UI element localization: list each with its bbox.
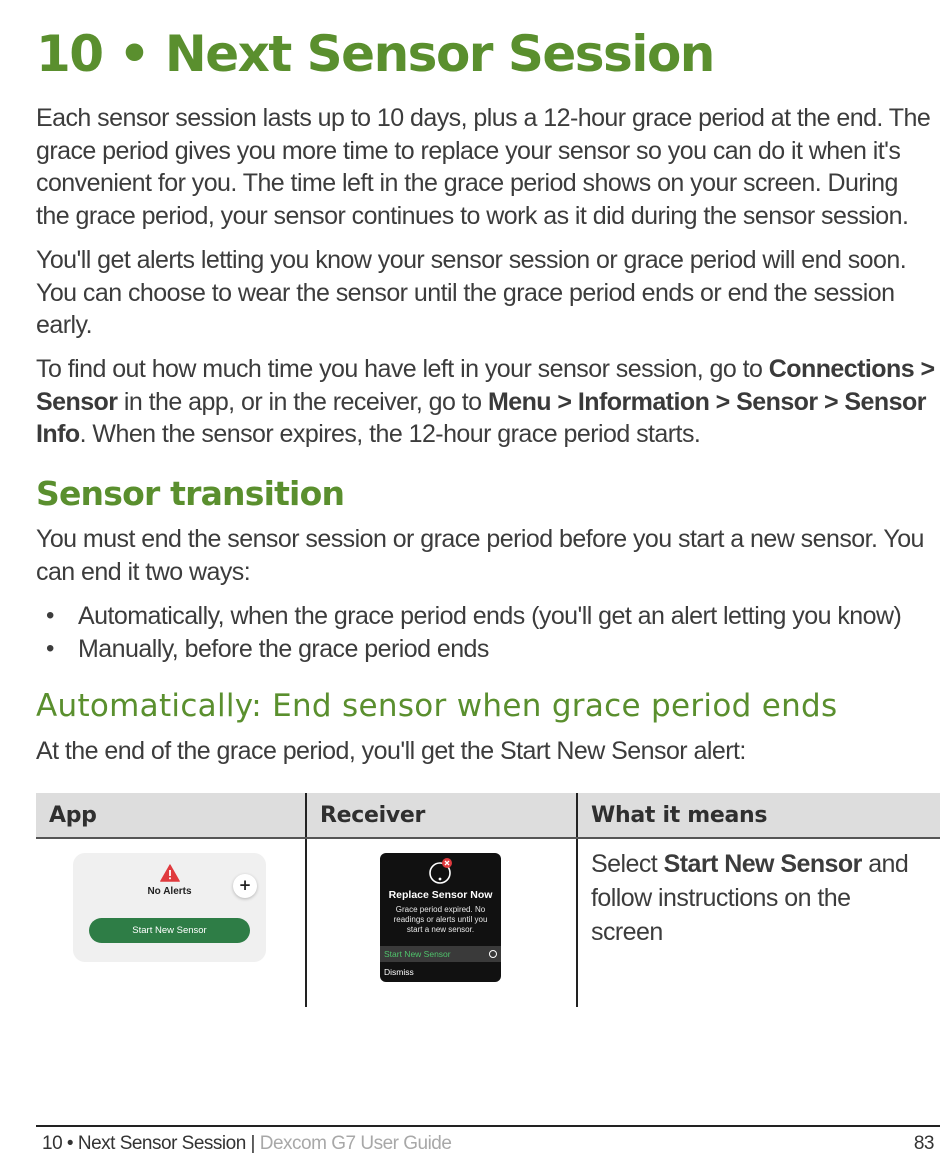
path-connections-sensor: Connections > Sensor (36, 355, 935, 416)
p3-text-a: To find out how much time you have left in your sensor session, go to (36, 355, 769, 383)
section-intro: You must end the sensor session or grace period before you start a new sensor. You can end it two ways: (36, 525, 924, 586)
chapter-title: 10 • Next Sensor Session (36, 25, 714, 83)
receiver-option-dismiss: Dismiss (384, 967, 414, 977)
app-screenshot (73, 853, 266, 962)
bullet-list (36, 600, 901, 665)
receiver-screenshot (380, 853, 501, 982)
receiver-cell (306, 838, 577, 1007)
add-button: + (233, 874, 257, 898)
paragraph-alerts: You'll get alerts letting you know your sensor session or grace period will end soon. You can choose to wear the sensor until the grace period ends or end the session early. (36, 246, 907, 339)
list-item: • Automatically, when the grace period ends (you'll get an alert letting you know) (36, 600, 901, 633)
meaning-cell (577, 838, 940, 1007)
footer-chapter: 10 • Next Sensor Session (42, 1133, 246, 1154)
alert-table (36, 793, 940, 1007)
section-heading: Sensor transition (36, 474, 345, 513)
app-start-new-sensor-button: Start New Sensor (89, 918, 250, 943)
footer-guide-title: Dexcom G7 User Guide (259, 1133, 452, 1154)
meaning-pre: Select (591, 850, 664, 878)
column-header-receiver: Receiver (306, 793, 577, 838)
subsection-heading: Automatically: End sensor when grace period ends (36, 688, 838, 724)
p3-text-c: in the app, or in the receiver, go to (117, 387, 488, 416)
paragraph-grace-period: Each sensor session lasts up to 10 days, plus a 12-hour grace period at the end. The grace period gives you more time to replace your sensor so you can do it when it's convenient for you. The time left in the grace period shows on your screen. During the grace period, your sensor continues to work as it did during the sensor session. (36, 104, 931, 230)
table-header-row (36, 793, 940, 838)
footer-divider (36, 1125, 940, 1127)
receiver-option-start-label: Start New Sensor (384, 949, 451, 959)
warning-triangle-icon (160, 864, 180, 882)
receiver-alert-message: Grace period expired. No readings or alerts until you start a new sensor. (393, 905, 488, 934)
footer-separator: | (245, 1133, 260, 1154)
subsection-intro: At the end of the grace period, you'll get the Start New Sensor alert: (36, 737, 746, 765)
page-number: 83 (913, 1133, 934, 1154)
p3-text-e: . When the sensor expires, the 12-hour grace period starts. (79, 420, 701, 448)
receiver-alert-title: Replace Sensor Now (388, 889, 493, 901)
list-item: • Manually, before the grace period ends (36, 633, 901, 666)
table-row (36, 838, 940, 1007)
sensor-alert-icon (427, 857, 455, 885)
meaning-text (578, 839, 940, 949)
column-header-meaning: What it means (577, 793, 940, 838)
column-header-app: App (36, 793, 306, 838)
app-cell (36, 838, 306, 1007)
radio-icon (489, 950, 497, 958)
paragraph-time-left (36, 353, 936, 451)
app-status-text: No Alerts (147, 886, 192, 897)
meaning-post: and follow instructions on the screen (591, 850, 909, 946)
meaning-bold: Start New Sensor (663, 850, 862, 878)
receiver-option-start (380, 946, 501, 962)
path-menu-sensor-info: Menu > Information > Sensor > Sensor Info (36, 387, 926, 448)
page-footer (42, 1133, 934, 1157)
